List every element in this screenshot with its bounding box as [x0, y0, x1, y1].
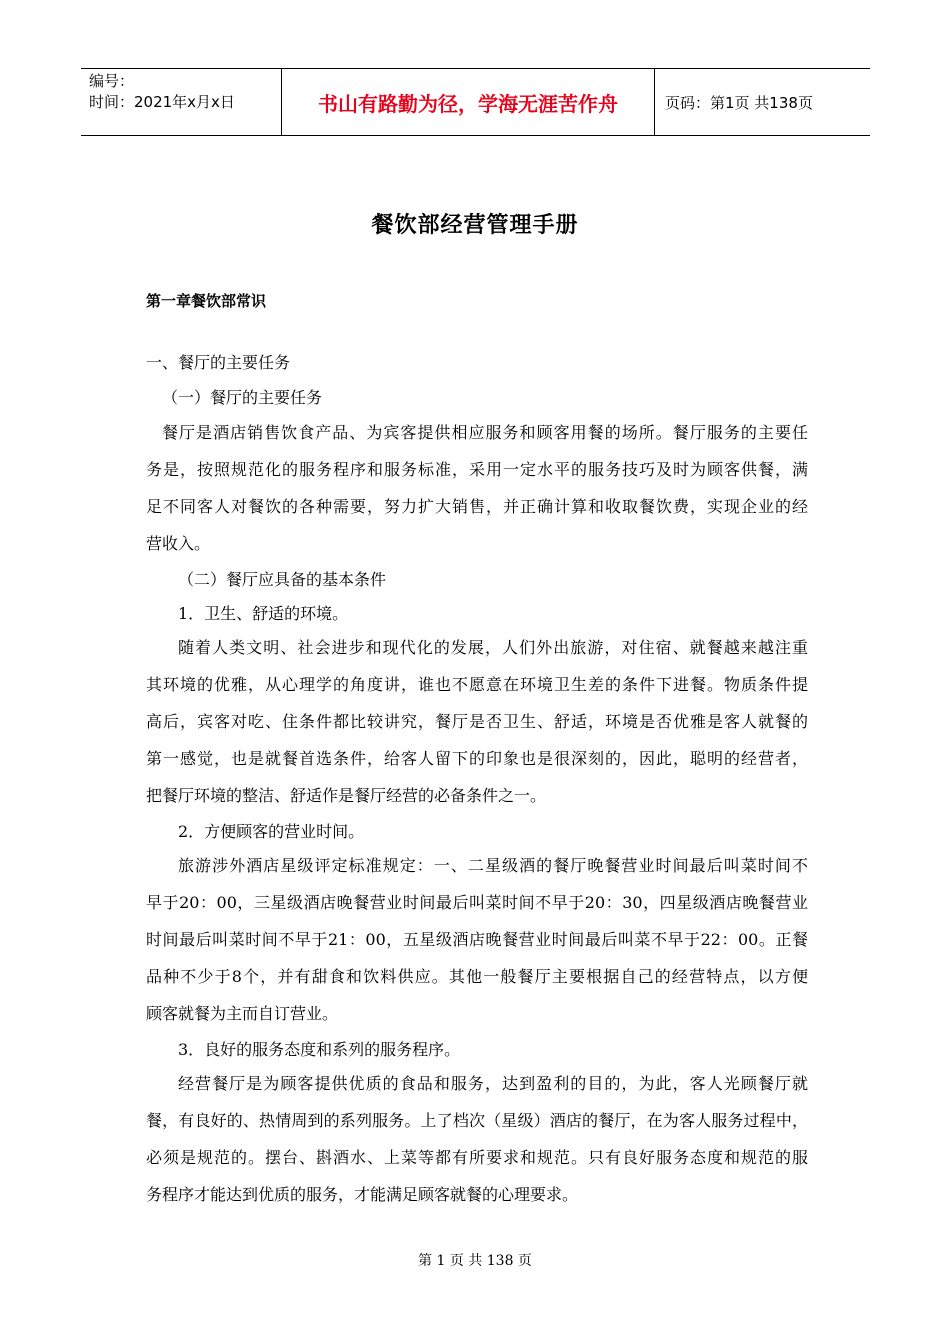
paragraph-line: 其环境的优雅，从心理学的角度讲，谁也不愿意在环境卫生差的条件下进餐。物质条件提	[146, 675, 808, 694]
subsection-heading: （一）餐厅的主要任务	[162, 388, 323, 407]
item-heading: 3．良好的服务态度和系列的服务程序。	[178, 1040, 461, 1059]
number-label: 编号：	[89, 72, 135, 90]
paragraph-line: 餐厅是酒店销售饮食产品、为宾客提供相应服务和顾客用餐的场所。餐厅服务的主要任	[162, 423, 808, 442]
paragraph-line: 顾客就餐为主而自订营业。	[146, 1004, 339, 1023]
paragraph-line: 品种不少于8个，并有甜食和饮料供应。其他一般餐厅主要根据自己的经营特点，以方便	[146, 967, 808, 986]
paragraph-line: 务程序才能达到优质的服务，才能满足顾客就餐的心理要求。	[146, 1185, 579, 1204]
paragraph-line: 把餐厅环境的整洁、舒适作是餐厅经营的必备条件之一。	[146, 786, 547, 805]
paragraph-line: 随着人类文明、社会进步和现代化的发展，人们外出旅游，对住宿、就餐越来越注重	[178, 638, 808, 657]
page-footer: 第 1 页 共 138 页	[418, 1253, 532, 1269]
paragraph-line: 营收入。	[146, 534, 211, 553]
paragraph-line: 旅游涉外酒店星级评定标准规定：一、二星级酒的餐厅晚餐营业时间最后叫菜时间不	[178, 856, 808, 875]
page-header	[81, 68, 870, 136]
header-page-info: 页码：第1页 共138页	[665, 93, 813, 112]
section-heading: 一、餐厅的主要任务	[146, 353, 291, 372]
paragraph-line: 足不同客人对餐饮的各种需要，努力扩大销售，并正确计算和收取餐饮费，实现企业的经	[146, 497, 808, 516]
item-heading: 2．方便顾客的营业时间。	[178, 822, 365, 841]
paragraph-line: 餐，有良好的、热情周到的系列服务。上了档次（星级）酒店的餐厅，在为客人服务过程中，	[146, 1111, 808, 1130]
document-title: 餐饮部经营管理手册	[371, 213, 579, 238]
paragraph-line: 务是，按照规范化的服务程序和服务标准，采用一定水平的服务技巧及时为顾客供餐，满	[146, 460, 808, 479]
paragraph-line: 高后，宾客对吃、住条件都比较讲究，餐厅是否卫生、舒适，环境是否优雅是客人就餐的	[146, 712, 808, 731]
paragraph-line: 时间最后叫菜时间不早于21：00，五星级酒店晚餐营业时间最后叫菜不早于22：00。正餐	[146, 930, 808, 949]
subsection-heading: （二）餐厅应具备的基本条件	[178, 570, 387, 589]
date-label: 时间：2021年x月x日	[89, 93, 235, 111]
header-motto: 书山有路勤为径，学海无涯苦作舟	[282, 69, 655, 135]
header-meta	[81, 69, 282, 135]
chapter-heading: 第一章餐饮部常识	[146, 292, 267, 310]
paragraph-line: 第一感觉，也是就餐首选条件，给客人留下的印象也是很深刻的，因此，聪明的经营者，	[146, 749, 808, 768]
paragraph-line: 必须是规范的。摆台、斟酒水、上菜等都有所要求和规范。只有良好服务态度和规范的服	[146, 1148, 808, 1167]
paragraph-line: 经营餐厅是为顾客提供优质的食品和服务，达到盈利的目的，为此，客人光顾餐厅就	[178, 1074, 808, 1093]
item-heading: 1．卫生、舒适的环境。	[178, 604, 349, 623]
paragraph-line: 早于20：00，三星级酒店晚餐营业时间最后叫菜时间不早于20：30，四星级酒店晚餐营业	[146, 893, 808, 912]
